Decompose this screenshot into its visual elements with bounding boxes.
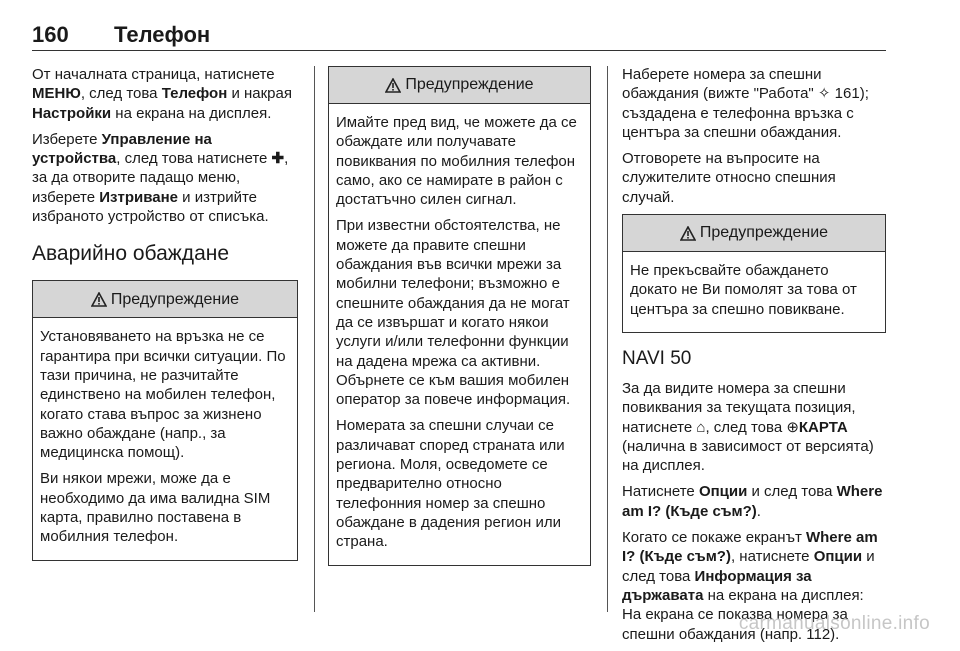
text: За да видите номера за спешни повиквания за текущата позиция, натиснете xyxy=(622,379,856,436)
column-3 xyxy=(622,65,886,651)
home-icon: ⌂ xyxy=(696,418,706,436)
plus-icon: ✚ xyxy=(271,150,285,168)
menu-term: Опции xyxy=(813,548,863,566)
paragraph xyxy=(622,482,886,521)
warning-header xyxy=(33,281,297,318)
paragraph xyxy=(32,65,298,123)
text: Изберете xyxy=(32,130,102,148)
menu-term: Where am I? (Къде съм?) xyxy=(622,529,878,566)
text: Наберете номера за спешни обаждания (вижте "Работа" xyxy=(622,66,822,103)
warning-paragraph: Установяването на връзка не се гарантира при всички ситуации. По тази причина, не разчитайте единствено на мобилен телефон, когато става въпрос за жизнено важно обаждане (напр., за медицинска помощ). xyxy=(40,328,286,462)
paragraph xyxy=(32,130,298,226)
warning-header xyxy=(623,215,885,252)
warning-paragraph: Имайте пред вид, че можете да се обаждате или получавате повиквания по мобилния телефон само, ако се намирате в район с достатъчно силен сигнал. xyxy=(336,114,577,209)
warning-icon xyxy=(91,292,107,307)
column-1 xyxy=(32,65,298,571)
menu-term: Управление на устройства xyxy=(32,130,212,168)
text: Натиснете xyxy=(622,483,699,501)
warning-body xyxy=(623,252,885,332)
text: Когато се покаже екранът xyxy=(622,529,806,547)
text: 161); създадена е телефонна връзка с центъра за спешни обаждания. xyxy=(622,85,869,141)
text: на екрана на дисплея. xyxy=(111,104,272,122)
paragraph: Отговорете на въпросите на служителите относно спешния случай. xyxy=(622,150,836,206)
menu-term: Телефон xyxy=(161,85,228,103)
text: , натиснете xyxy=(730,548,814,566)
text: . xyxy=(756,502,761,520)
warning-paragraph: Номерата за спешни случаи се различават според страната или региона. Моля, осведомете се предварително относно телефонния номер за спешно обаждане в дадения регион или страна. xyxy=(336,417,565,551)
menu-term: Изтриване xyxy=(99,188,179,206)
warning-title: Предупреждение xyxy=(110,290,240,308)
page-number: 160 xyxy=(32,22,69,47)
warning-box xyxy=(328,66,591,566)
menu-term: Информация за държавата xyxy=(622,567,812,604)
page-reference-icon: ✧ xyxy=(817,85,831,103)
menu-term: КАРТА xyxy=(798,418,848,436)
warning-paragraph: При известни обстоятелства, не можете да правите спешни обаждания във всички мрежи за мобилни телефони; възможно е спешните обаждания да не могат да се извършат и когато някои услуги и/или телефонни функции на дадена мрежа са активни. Обърнете се към вашия мобилен оператор за повече информация. xyxy=(336,217,571,409)
warning-box xyxy=(32,280,298,560)
warning-title: Предупреждение xyxy=(405,76,534,94)
map-icon: ⊕ xyxy=(786,418,799,436)
warning-body xyxy=(329,104,590,565)
warning-body xyxy=(33,318,297,559)
column-divider-1 xyxy=(314,66,315,612)
text: , след това xyxy=(80,85,162,103)
text: и изтрийте избраното устройство от списъка. xyxy=(32,188,269,226)
text: и накрая xyxy=(227,85,292,103)
text: , след това натиснете xyxy=(116,150,272,168)
text: От началната страница, натиснете xyxy=(32,66,275,83)
text: и след това xyxy=(622,548,875,585)
warning-header xyxy=(329,67,590,104)
text: , за да отворите падащо меню, изберете xyxy=(32,150,289,206)
text: на екрана на дисплея: На екрана се показва номера за спешни обаждания (напр. 112). xyxy=(622,586,864,643)
chapter-title: Телефон xyxy=(114,22,211,47)
watermark: carmanualsonline.info xyxy=(738,613,930,634)
menu-term: Where am I? (Къде съм?) xyxy=(622,483,883,520)
header-rule xyxy=(32,50,886,51)
text: и след това xyxy=(747,483,837,501)
paragraph xyxy=(622,65,886,142)
warning-icon xyxy=(385,78,401,93)
menu-term: Настройки xyxy=(32,104,112,122)
menu-term: МЕНЮ xyxy=(32,85,81,103)
warning-icon xyxy=(680,226,696,241)
warning-paragraph: Ви някои мрежи, може да е необходимо да има валидна SIM карта, правилно поставена в мобилния телефон. xyxy=(40,470,271,546)
section-title: NAVI 50 xyxy=(622,347,692,369)
section-title: Аварийно обаждане xyxy=(32,242,230,266)
column-2 xyxy=(328,66,591,576)
column-divider-2 xyxy=(607,66,608,612)
warning-paragraph: Не прекъсвайте обаждането докато не Ви помолят за това от центъра за спешно повикване. xyxy=(630,262,857,318)
warning-box xyxy=(622,214,886,333)
text: , след това xyxy=(705,418,787,436)
text: (налична в зависимост от версията) на дисплея. xyxy=(622,437,874,475)
menu-term: Опции xyxy=(698,483,748,501)
paragraph xyxy=(622,379,886,475)
warning-title: Предупреждение xyxy=(699,224,829,242)
